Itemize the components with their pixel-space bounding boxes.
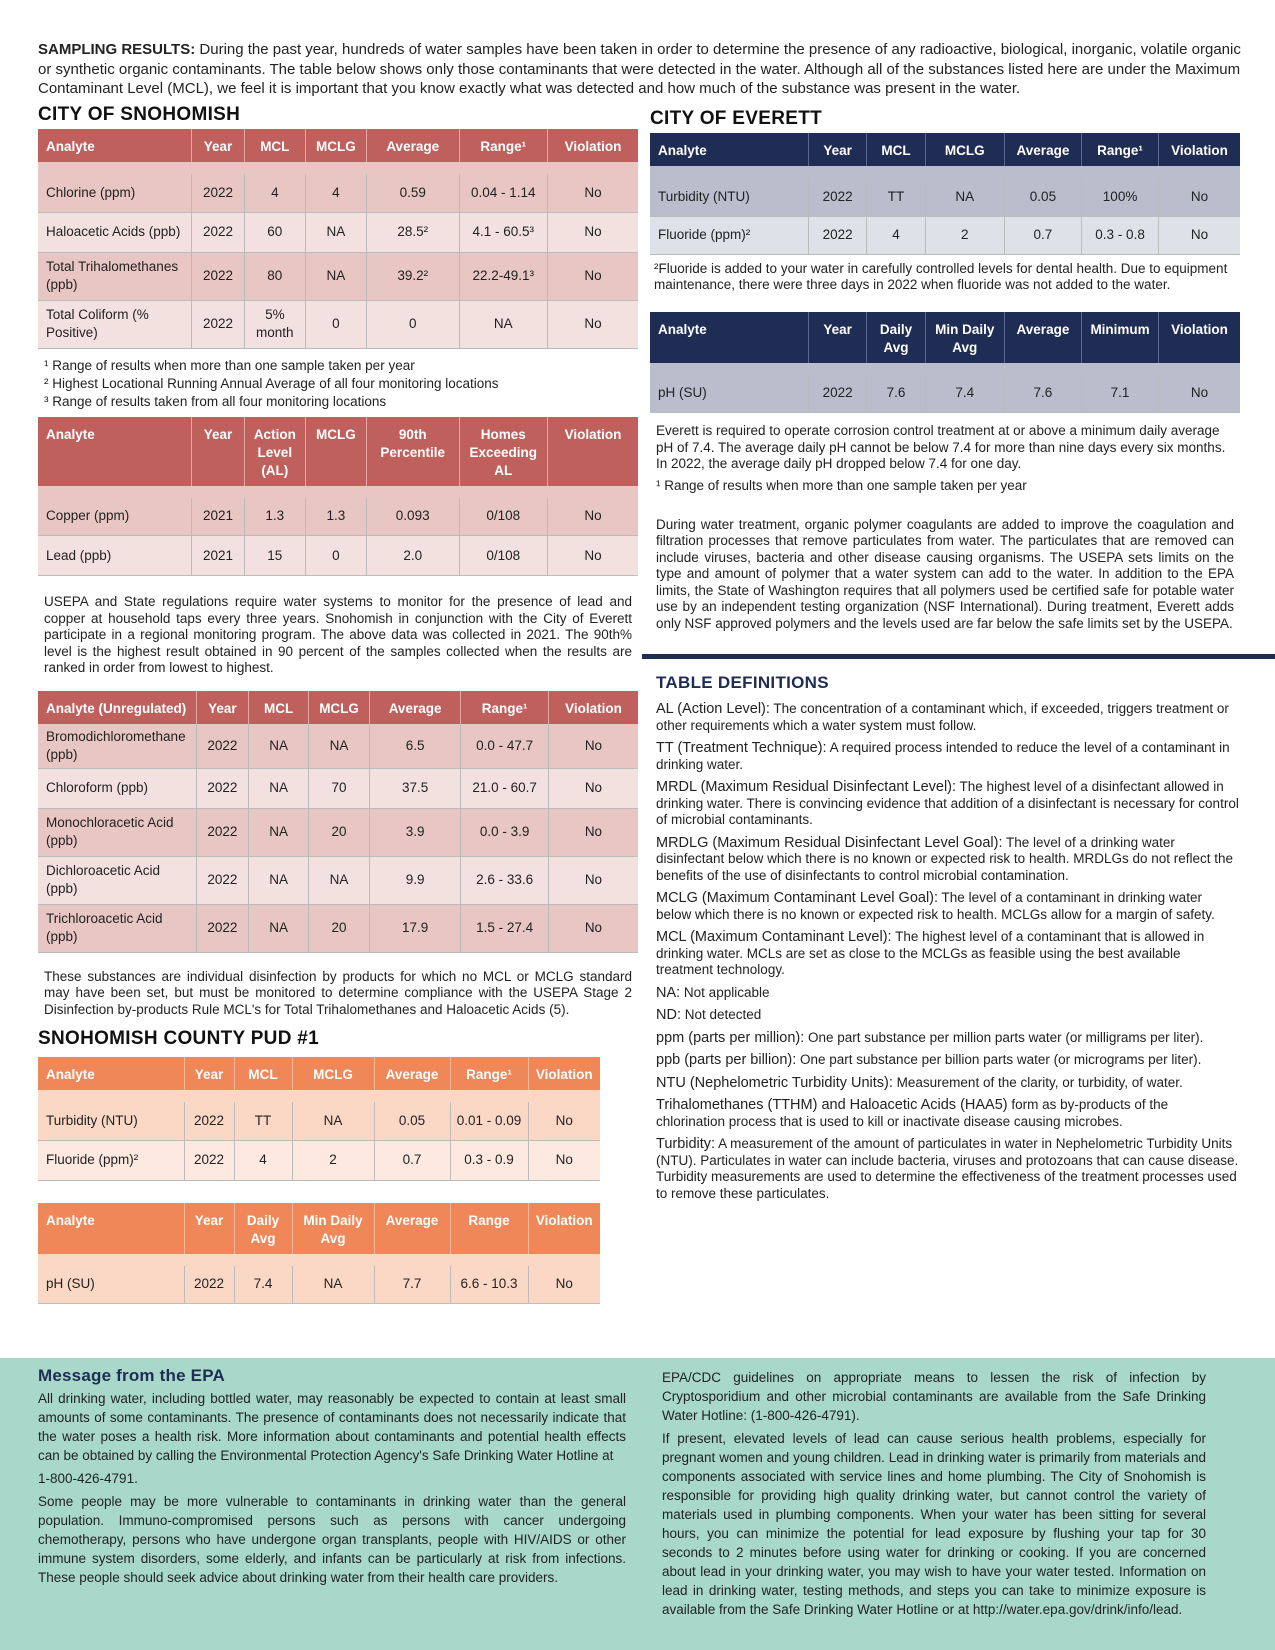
table-cell: No xyxy=(547,536,638,576)
table-cell: No xyxy=(1159,375,1240,413)
intro-text: During the past year, hundreds of water samples have been taken in order to determine the presence of any radioactive, biological, inorganic, volatile organic or synthetic organic contaminants. The table below shows only those contaminants that were detected in the water. Although all of the substances listed here are under the Maximum Contaminant Level (MCL), we feel it is important that you know exactly what was detected and how much of the substance was present in the water. xyxy=(38,41,1241,97)
column-header: MCL xyxy=(867,133,925,166)
table-row xyxy=(38,856,638,904)
definition-term: MRDL (Maximum Residual Disinfectant Level): xyxy=(656,779,957,795)
table-cell: 1.3 xyxy=(244,498,305,536)
table-row xyxy=(38,212,638,252)
definition-item xyxy=(656,779,1240,829)
column-header: Daily Avg xyxy=(867,312,925,363)
table-cell: 7.4 xyxy=(234,1266,292,1304)
definition-term: ppb (parts per billion): xyxy=(656,1052,797,1068)
column-header: 90th Percentile xyxy=(366,417,459,486)
table-cell: No xyxy=(528,1140,600,1180)
table-cell: 2021 xyxy=(192,498,245,536)
table-row xyxy=(38,1102,600,1140)
table-cell: Monochloracetic Acid (ppb) xyxy=(38,808,196,856)
everett-title: CITY OF EVERETT xyxy=(650,108,823,129)
column-header: Min Daily Avg xyxy=(925,312,1004,363)
pud-ph-table xyxy=(38,1203,600,1305)
column-header: Minimum xyxy=(1082,312,1159,363)
table-cell: 60 xyxy=(244,212,305,252)
column-header: Year xyxy=(184,1057,234,1090)
column-header: MCLG xyxy=(925,133,1004,166)
table-cell: Turbidity (NTU) xyxy=(650,178,808,216)
column-header: Average xyxy=(366,129,459,162)
table-cell: 0 xyxy=(305,300,366,348)
definition-text: The highest level of a contaminant that is allowed in drinking water. MCLs are set as close to the MCLGs as feasible using the best available treatment technology. xyxy=(656,929,1205,977)
table-cell: 2022 xyxy=(192,174,245,212)
table-cell: Chloroform (ppb) xyxy=(38,768,196,808)
definition-text: One part substance per million parts water (or milligrams per liter). xyxy=(804,1029,1204,1045)
definition-text: Not applicable xyxy=(680,984,770,1000)
column-header: Range¹ xyxy=(459,129,547,162)
table-cell: 0.01 - 0.09 xyxy=(450,1102,528,1140)
definition-item xyxy=(656,985,1240,1002)
table-cell: 21.0 - 60.7 xyxy=(461,768,548,808)
column-header: MCL xyxy=(248,691,308,724)
table-cell: 2022 xyxy=(184,1102,234,1140)
table-cell: 2022 xyxy=(184,1140,234,1180)
table-cell: 2022 xyxy=(196,768,248,808)
table-cell: 0.0 - 3.9 xyxy=(461,808,548,856)
intro-label: SAMPLING RESULTS: xyxy=(38,41,196,58)
table-cell: 4 xyxy=(867,216,925,254)
table-cell: 4 xyxy=(234,1140,292,1180)
table-cell: 2 xyxy=(292,1140,374,1180)
table-cell: 2022 xyxy=(196,856,248,904)
unregulated-note: These substances are individual disinfection by products for which no MCL or MCLG standard may have been set, but must be monitored to determine compliance with the USEPA Stage 2 Disinfection by-products Rule MCL's for Total Trihalomethanes and Haloacetic Acids (5). xyxy=(44,968,632,1017)
table-cell: No xyxy=(547,252,638,300)
table-row xyxy=(38,498,638,536)
table-row xyxy=(38,174,638,212)
table-row xyxy=(38,1140,600,1180)
table-cell: NA xyxy=(248,808,308,856)
table-cell: 9.9 xyxy=(369,856,461,904)
column-header: Homes Exceeding AL xyxy=(459,417,547,486)
definition-text: One part substance per billion parts water (or micrograms per liter). xyxy=(796,1052,1202,1067)
table-row xyxy=(38,768,638,808)
table-cell: 6.5 xyxy=(369,724,461,769)
definition-item xyxy=(656,890,1240,923)
table-cell: Fluoride (ppm)² xyxy=(650,216,808,254)
pud-table-1 xyxy=(38,1057,600,1181)
snohomish-footnotes xyxy=(38,357,638,411)
table-cell: NA xyxy=(309,724,369,769)
epa-paragraph: EPA/CDC guidelines on appropriate means to lessen the risk of infection by Cryptosporidium and other microbial contaminants are available from the Safe Drinking Water Hotline: (1-800-426-4791). xyxy=(662,1370,1206,1423)
definition-item xyxy=(656,740,1240,773)
table-cell: Haloacetic Acids (ppb) xyxy=(38,212,192,252)
table-cell: 4 xyxy=(244,174,305,212)
snohomish-lead-copper-table xyxy=(38,417,638,577)
table-cell: 0.3 - 0.8 xyxy=(1082,216,1159,254)
table-cell: 28.5² xyxy=(366,212,459,252)
definition-term: Turbidity: xyxy=(656,1136,716,1152)
table-row xyxy=(650,216,1240,254)
table-cell: 0.04 - 1.14 xyxy=(459,174,547,212)
definition-item xyxy=(656,1097,1240,1130)
table-header-row xyxy=(38,1057,600,1090)
right-column xyxy=(650,108,1240,1208)
table-cell: 0.7 xyxy=(374,1140,450,1180)
definition-text: The level of a contaminant in drinking water below which there is no known or expected risk to health. MCLGs allow for a margin of safety. xyxy=(656,890,1215,922)
everett-ph-table xyxy=(650,312,1240,414)
column-header: Year xyxy=(808,312,866,363)
lead-copper-note: USEPA and State regulations require water systems to monitor for the presence of lead and copper at household taps every three years. Snohomish in conjunction with the City of Everett participate in a regional monitoring program. The above data was collected in 2021. The 90th% level is the highest result obtained in 90 percent of the samples collected when the results are ranked in order from lowest to highest. xyxy=(44,594,632,675)
table-cell: 2022 xyxy=(196,904,248,952)
footnote: ¹ Range of results when more than one sample taken per year xyxy=(44,357,415,373)
definition-text: The concentration of a contaminant which, if exceeded, triggers treatment or other requirements which a water system must follow. xyxy=(656,701,1229,733)
table-row xyxy=(38,536,638,576)
definition-item xyxy=(656,1007,1240,1024)
column-header: Violation xyxy=(528,1203,600,1254)
footnote: ² Highest Locational Running Annual Average of all four monitoring locations xyxy=(44,375,499,391)
table-cell: 2 xyxy=(925,216,1004,254)
column-header: Average xyxy=(1004,312,1081,363)
table-row xyxy=(38,1266,600,1304)
column-header: MCLG xyxy=(305,417,366,486)
table-cell: 7.1 xyxy=(1082,375,1159,413)
definition-item xyxy=(656,835,1240,885)
epa-hotline-number: 1-800-426-4791. xyxy=(38,1471,138,1486)
table-header-row xyxy=(38,1203,600,1254)
table-cell: Total Trihalomethanes (ppb) xyxy=(38,252,192,300)
table-cell: 100% xyxy=(1082,178,1159,216)
column-header: Violation xyxy=(528,1057,600,1090)
table-cell: 0 xyxy=(366,300,459,348)
column-header: Average xyxy=(374,1203,450,1254)
table-cell: NA xyxy=(248,768,308,808)
epa-title: Message from the EPA xyxy=(38,1366,225,1385)
table-cell: 37.5 xyxy=(369,768,461,808)
column-header: Violation xyxy=(547,417,638,486)
table-cell: pH (SU) xyxy=(650,375,808,413)
definition-item xyxy=(656,929,1240,979)
table-cell: 6.6 - 10.3 xyxy=(450,1266,528,1304)
column-header: Analyte xyxy=(38,129,192,162)
table-cell: NA xyxy=(248,856,308,904)
column-header: Average xyxy=(369,691,461,724)
table-cell: No xyxy=(548,904,638,952)
definitions-title: TABLE DEFINITIONS xyxy=(656,673,829,692)
table-cell: NA xyxy=(305,252,366,300)
footnote: ³ Range of results taken from all four monitoring locations xyxy=(44,393,387,409)
table-cell: No xyxy=(1159,216,1240,254)
table-cell: 2022 xyxy=(192,252,245,300)
table-header-row xyxy=(38,691,638,724)
table-cell: pH (SU) xyxy=(38,1266,184,1304)
definition-text: A required process intended to reduce the level of a contaminant in drinking water. xyxy=(656,740,1230,772)
table-cell: 2.0 xyxy=(366,536,459,576)
section-divider xyxy=(642,654,1275,659)
table-cell: 80 xyxy=(244,252,305,300)
column-header: Analyte (Unregulated) xyxy=(38,691,196,724)
column-header: MCLG xyxy=(305,129,366,162)
table-cell: 5% month xyxy=(244,300,305,348)
table-cell: Chlorine (ppm) xyxy=(38,174,192,212)
column-header: Action Level (AL) xyxy=(244,417,305,486)
table-row xyxy=(650,178,1240,216)
column-header: Year xyxy=(808,133,866,166)
column-header: Range¹ xyxy=(1082,133,1159,166)
snohomish-unregulated-table xyxy=(38,691,638,953)
table-row xyxy=(38,904,638,952)
table-cell: 2022 xyxy=(808,375,866,413)
table-row xyxy=(650,375,1240,413)
table-cell: Fluoride (ppm)² xyxy=(38,1140,184,1180)
definition-item xyxy=(656,701,1240,734)
definition-text: Measurement of the clarity, or turbidity, of water. xyxy=(892,1074,1183,1090)
definition-term: NA: xyxy=(656,984,681,1001)
column-header: Year xyxy=(192,129,245,162)
column-header: Year xyxy=(192,417,245,486)
definition-text: Not detected xyxy=(680,1007,762,1022)
intro-paragraph xyxy=(38,40,1246,99)
left-column xyxy=(38,104,638,1304)
table-header-row xyxy=(38,417,638,486)
table-cell: 2022 xyxy=(192,300,245,348)
column-header: Range¹ xyxy=(461,691,548,724)
column-header: Year xyxy=(184,1203,234,1254)
table-cell: 2022 xyxy=(808,216,866,254)
column-header: Analyte xyxy=(38,1057,184,1090)
table-cell: 1.3 xyxy=(305,498,366,536)
column-header: Year xyxy=(196,691,248,724)
table-row xyxy=(38,724,638,769)
table-cell: 7.6 xyxy=(867,375,925,413)
table-cell: No xyxy=(1159,178,1240,216)
table-cell: NA xyxy=(248,904,308,952)
table-cell: 3.9 xyxy=(369,808,461,856)
table-cell: 39.2² xyxy=(366,252,459,300)
table-cell: No xyxy=(548,768,638,808)
table-cell: No xyxy=(548,856,638,904)
table-cell: 2022 xyxy=(808,178,866,216)
table-cell: Total Coliform (% Positive) xyxy=(38,300,192,348)
table-header-row xyxy=(650,133,1240,166)
definition-text: The highest level of a disinfectant allowed in drinking water. There is convincing evidence that addition of a disinfectant is necessary for control of microbial contaminants. xyxy=(656,779,1239,827)
table-cell: NA xyxy=(292,1102,374,1140)
table-cell: No xyxy=(528,1102,600,1140)
table-cell: TT xyxy=(234,1102,292,1140)
table-cell: NA xyxy=(459,300,547,348)
column-header: Daily Avg xyxy=(234,1203,292,1254)
table-cell: No xyxy=(547,300,638,348)
epa-message-panel xyxy=(0,1358,1275,1650)
column-header: MCL xyxy=(234,1057,292,1090)
table-cell: No xyxy=(528,1266,600,1304)
table-cell: 70 xyxy=(309,768,369,808)
table-cell: 0.0 - 47.7 xyxy=(461,724,548,769)
everett-table-1 xyxy=(650,133,1240,255)
definition-term: Trihalomethanes (TTHM) and Haloacetic Acids (HAA5) xyxy=(656,1097,1008,1113)
table-cell: 4.1 - 60.5³ xyxy=(459,212,547,252)
definition-term: AL (Action Level): xyxy=(656,701,770,717)
table-cell: NA xyxy=(248,724,308,769)
table-cell: 0/108 xyxy=(459,498,547,536)
table-row xyxy=(38,252,638,300)
column-header: MCL xyxy=(244,129,305,162)
table-cell: No xyxy=(548,808,638,856)
table-cell: NA xyxy=(305,212,366,252)
table-cell: 0.7 xyxy=(1004,216,1081,254)
definition-term: MCL (Maximum Contaminant Level): xyxy=(656,929,892,945)
table-cell: 4 xyxy=(305,174,366,212)
definition-text: The level of a drinking water disinfectant below which there is no known or expected risk to health. MRDLGs do not reflect the benefits of the use of disinfectants to control microbial contamination. xyxy=(656,834,1234,883)
column-header: Analyte xyxy=(38,417,192,486)
epa-paragraph: All drinking water, including bottled water, may reasonably be expected to contain at least small amounts of some contaminants. The presence of contaminants does not necessarily indicate that the water poses a health risk. More information about contaminants and potential health effects can be obtained by calling the Environmental Protection Agency's Safe Drinking Water Hotline at xyxy=(38,1391,626,1463)
table-header-row xyxy=(650,312,1240,363)
column-header: Range¹ xyxy=(450,1057,528,1090)
table-cell: Bromodichloromethane (ppb) xyxy=(38,724,196,769)
table-header-row xyxy=(38,129,638,162)
fluoride-note: ²Fluoride is added to your water in carefully controlled levels for dental health. Due to equipment maintenance, there were three days in 2022 when fluoride was not added to the water. xyxy=(654,260,1228,292)
table-cell: 2022 xyxy=(196,808,248,856)
table-cell: No xyxy=(547,174,638,212)
table-row xyxy=(38,300,638,348)
table-cell: NA xyxy=(309,856,369,904)
table-cell: 0.59 xyxy=(366,174,459,212)
definition-item xyxy=(656,1030,1240,1047)
table-cell: 2022 xyxy=(184,1266,234,1304)
table-cell: NA xyxy=(925,178,1004,216)
column-header: Range xyxy=(450,1203,528,1254)
table-cell: Turbidity (NTU) xyxy=(38,1102,184,1140)
column-header: Violation xyxy=(1159,133,1240,166)
table-cell: 17.9 xyxy=(369,904,461,952)
column-header: Analyte xyxy=(38,1203,184,1254)
table-cell: 15 xyxy=(244,536,305,576)
table-cell: 0.3 - 0.9 xyxy=(450,1140,528,1180)
definitions-list xyxy=(650,701,1240,1202)
table-row xyxy=(38,808,638,856)
definition-term: NTU (Nephelometric Turbidity Units): xyxy=(656,1074,893,1091)
column-header: MCLG xyxy=(292,1057,374,1090)
snohomish-title: CITY OF SNOHOMISH xyxy=(38,104,241,125)
table-cell: 2.6 - 33.6 xyxy=(461,856,548,904)
column-header: Analyte xyxy=(650,312,808,363)
column-header: Analyte xyxy=(650,133,808,166)
column-header: Violation xyxy=(548,691,638,724)
table-cell: 0 xyxy=(305,536,366,576)
table-cell: 7.6 xyxy=(1004,375,1081,413)
table-cell: 2022 xyxy=(196,724,248,769)
table-cell: 0.05 xyxy=(1004,178,1081,216)
definition-term: ppm (parts per million): xyxy=(656,1029,805,1046)
table-cell: 0/108 xyxy=(459,536,547,576)
epa-left-column xyxy=(38,1366,626,1591)
definition-term: MCLG (Maximum Contaminant Level Goal): xyxy=(656,890,939,906)
definition-term: TT (Treatment Technique): xyxy=(656,740,827,756)
table-cell: Copper (ppm) xyxy=(38,498,192,536)
table-cell: 7.4 xyxy=(925,375,1004,413)
everett-range-note: ¹ Range of results when more than one sample taken per year xyxy=(656,477,1027,493)
snohomish-table-1 xyxy=(38,129,638,349)
column-header: Min Daily Avg xyxy=(292,1203,374,1254)
epa-paragraph: Some people may be more vulnerable to contaminants in drinking water than the general population. Immuno-compromised persons such as persons with cancer undergoing chemotherapy, persons who have undergone organ transplants, people with HIV/AIDS or other immune system disorders, some elderly, and infants can be particularly at risk from infections. These people should seek advice about drinking water from their health care providers. xyxy=(38,1494,626,1585)
definition-item xyxy=(656,1136,1240,1202)
column-header: Violation xyxy=(1159,312,1240,363)
column-header: Average xyxy=(1004,133,1081,166)
definition-term: ND: xyxy=(656,1007,681,1023)
table-cell: 2022 xyxy=(192,212,245,252)
table-cell: Lead (ppb) xyxy=(38,536,192,576)
table-cell: Trichloroacetic Acid (ppb) xyxy=(38,904,196,952)
definition-item xyxy=(656,1052,1240,1069)
table-cell: TT xyxy=(867,178,925,216)
table-cell: 1.5 - 27.4 xyxy=(461,904,548,952)
table-cell: Dichloroacetic Acid (ppb) xyxy=(38,856,196,904)
table-cell: 20 xyxy=(309,808,369,856)
column-header: MCLG xyxy=(309,691,369,724)
definition-item xyxy=(656,1075,1240,1092)
epa-paragraph: If present, elevated levels of lead can cause serious health problems, especially for pregnant women and young children. Lead in drinking water is primarily from materials and components associated with service lines and home plumbing. The City of Snohomish is responsible for providing high quality drinking water, but cannot control the variety of materials used in plumbing components. When your water has been sitting for several hours, you can minimize the potential for lead exposure by flushing your tap for 30 seconds to 2 minutes before using water for drinking or cooking. If you are concerned about lead in your drinking water, you may wish to have your water tested. Information on lead in drinking water, testing methods, and steps you can take to minimize exposure is available from the Safe Drinking Water Hotline or at http://water.epa.gov/drink/info/lead. xyxy=(662,1431,1206,1617)
column-header: Average xyxy=(374,1057,450,1090)
epa-right-column xyxy=(662,1368,1206,1623)
table-cell: No xyxy=(547,212,638,252)
table-cell: 2021 xyxy=(192,536,245,576)
definition-text: form as by-products of the chlorination process that is used to kill or inactivate disease causing microbes. xyxy=(656,1097,1169,1129)
pud-title: SNOHOMISH COUNTY PUD #1 xyxy=(38,1028,320,1049)
table-cell: 20 xyxy=(309,904,369,952)
table-cell: 7.7 xyxy=(374,1266,450,1304)
polymer-note: During water treatment, organic polymer coagulants are added to improve the coagulation and filtration processes that remove particulates from water. The particulates that are removed can include viruses, bacteria and other disease causing organisms. The USEPA sets limits on the type and amount of polymer that a water system can add to the water. In addition to the EPA limits, the State of Washington requires that all polymers used be certified safe for potable water use by an independent testing organization (NSF International). During treatment, Everett adds only NSF approved polymers and the levels used are far below the safe limits set by the USEPA. xyxy=(656,516,1234,631)
table-cell: NA xyxy=(292,1266,374,1304)
table-cell: 0.093 xyxy=(366,498,459,536)
table-cell: No xyxy=(547,498,638,536)
table-cell: 0.05 xyxy=(374,1102,450,1140)
definition-term: MRDLG (Maximum Residual Disinfectant Level Goal): xyxy=(656,834,1003,851)
table-cell: 22.2-49.1³ xyxy=(459,252,547,300)
table-cell: No xyxy=(548,724,638,769)
definition-text: A measurement of the amount of particulates in water in Nephelometric Turbidity Units (NTU). Particulates in water can include bacteria, viruses and protozoans that can cause disease. Turbidity measurements are used to determine the effectiveness of the treatment processes used to remove these particulates. xyxy=(656,1136,1239,1201)
column-header: Violation xyxy=(547,129,638,162)
ph-note: Everett is required to operate corrosion control treatment at or above a minimum daily average pH of 7.4. The average daily pH cannot be below 7.4 for more than nine days every six months. In 2022, the average daily pH dropped below 7.4 for one day. xyxy=(656,423,1226,471)
